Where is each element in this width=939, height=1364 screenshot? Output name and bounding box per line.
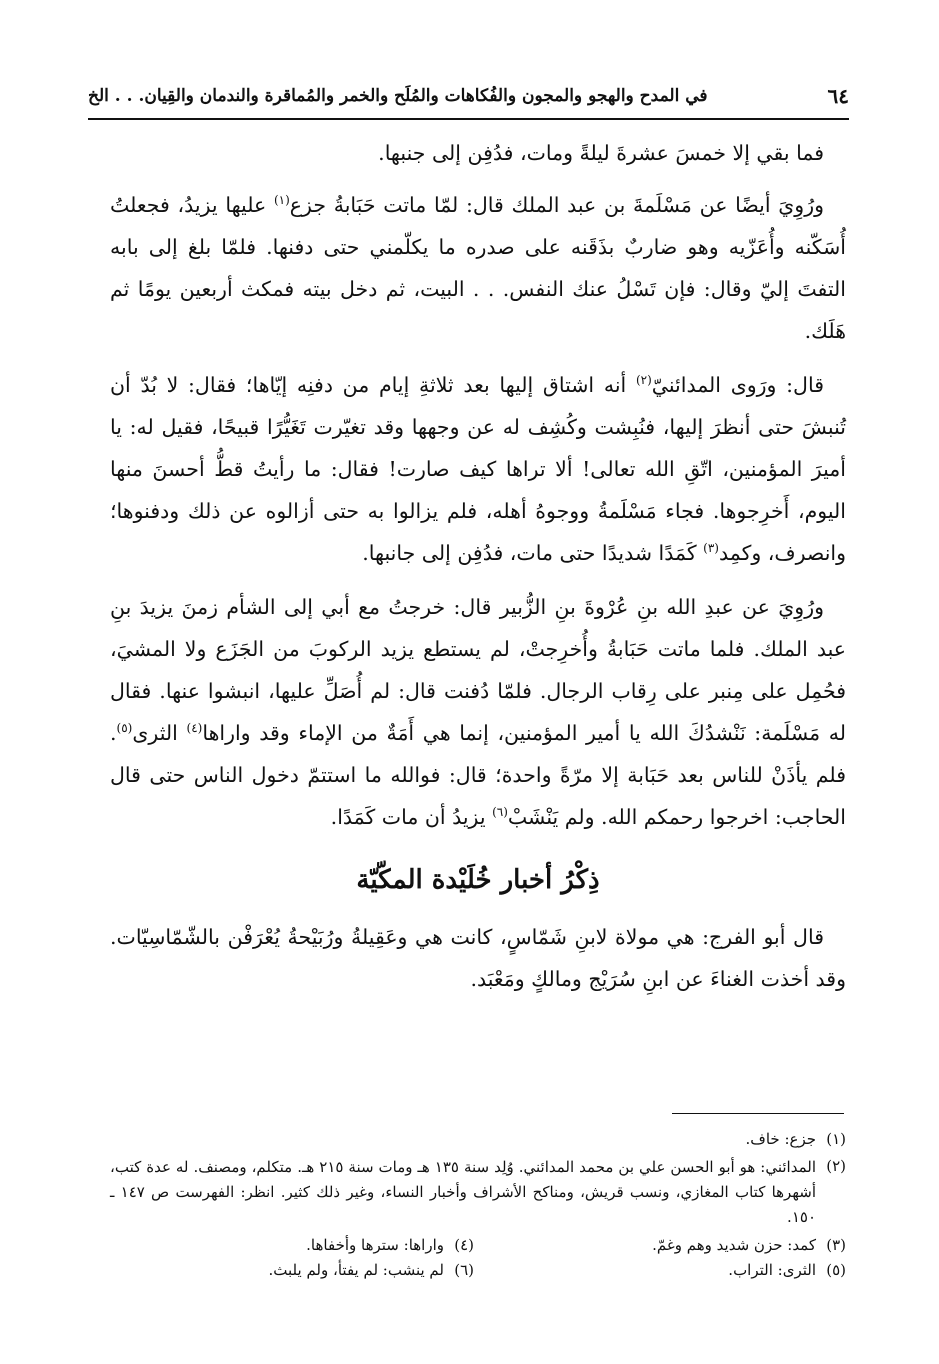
footnote-2: (٢) المدائني: هو أبو الحسن علي بن محمد المدائني. وُلِد سنة ١٣٥ هـ ومات سنة ٢١٥ هـ. متكلم، ومصنف. له عدة كتب، أشهرها كتاب المغازي، ونسب قريش، ومناكح الأشراف وأخبار النساء، وغير ذلك كثير. انظر: الفهرست ص ١٤٧ ـ ١٥٠. bbox=[110, 1157, 846, 1226]
footnote-1: (١)جزع: خاف. bbox=[745, 1130, 846, 1148]
paragraph-2: ورُوِيَ أيضًا عن مَسْلَمةَ بن عبد الملك قال: لمّا ماتت حَبَابةُ جزع$^{(١)}$ عليها يزيدُ، فجعلتُ أُسَكّنه وأُعَزّيه وهو ضاربٌ بذَقَنه على صدره ما يكلّمني حتى دفنها. فلمّا بلغ إلى بابه التفتَ إليّ وقال: فإن تَسْلُ عنك النفس. . . البيت، ثم دخل بيته فمكث أربعين يومًا ثم هَلَك. bbox=[110, 193, 846, 343]
footnote-ref-3[interactable]: (٣) bbox=[703, 541, 719, 556]
footnotes bbox=[110, 1128, 846, 1284]
paragraph-1: فما بقي إلا خمسَ عشرةَ ليلةً ومات، فدُفِن إلى جنبها. bbox=[378, 141, 824, 165]
footnote-row-3-4 bbox=[110, 1234, 846, 1259]
paragraph-3: قال: ورَوى المدائنيّ$^{(٢)}$ أنه اشتاق إليها بعد ثلاثةِ إيام من دفنِه إيّاها؛ فقال: لا بُدّ أن تُنبشَ حتى أنظرَ إليها، فنُبِشت وكُشِف له عن وجهها وقد تغيّرت تَغَيُّرًا قبيحًا، فقيل له: يا أميرَ المؤمنين، اتّقِ الله تعالى! ألا تراها كيف صارت! فقال: ما رأيتُ قطُّ أحسنَ منها اليوم، أَخرِجوها. فجاء مَسْلَمةُ ووجوهُ أهله، فلم يزالوا به حتى أزالوه عن ذلك ودفنوها؛ وانصرف، وكمِد$^{(٣)}$ كَمَدًا شديدًا حتى مات، فدُفِن إلى جانبها. bbox=[110, 373, 846, 565]
footnote-ref-5[interactable]: (٥) bbox=[116, 721, 133, 736]
running-header bbox=[88, 82, 849, 120]
footnote-ref-6[interactable]: (٦) bbox=[492, 805, 508, 820]
footnote-row-5-6 bbox=[110, 1259, 846, 1284]
paragraph-5: قال أبو الفرج: هي مولاة لابنِ شَمّاسٍ، كانت هي وعَقِيلةُ ورُبَيْحةُ يُعْرَفْن بالشّمّاسِيّات. وقد أخذت الغناءَ عن ابنِ سُرَيْج ومالكٍ ومَعْبَد. bbox=[110, 925, 846, 991]
footnote-ref-2[interactable]: (٢) bbox=[635, 373, 652, 388]
footnote-5: (٥)الثرى: التراب. bbox=[728, 1261, 846, 1279]
page-number: ٦٤ bbox=[827, 84, 849, 108]
footnote-4: (٤)واراها: سترها وأخفاها. bbox=[306, 1236, 474, 1254]
footnote-ref-1[interactable]: (١) bbox=[273, 193, 290, 208]
main-text bbox=[110, 132, 846, 1012]
footnote-6: (٦)لم ينشب: لم يفتأ، ولم يلبث. bbox=[268, 1261, 474, 1279]
running-title: في المدح والهجو والمجون والفُكاهات والمُلَح والخمر والمُماقرة والندمان والقِيان. . . الخ bbox=[88, 86, 708, 106]
footnote-3: (٣)كمد: حزن شديد وهم وغمّ. bbox=[652, 1236, 846, 1254]
section-title: ذِكْرُ أخبار خُلَيْدة المكّيّة bbox=[356, 865, 600, 895]
footnote-divider bbox=[672, 1113, 844, 1114]
paragraph-4: ورُوِيَ عن عبدِ الله بنِ عُرْوةَ بنِ الزُّبير قال: خرجتُ مع أبي إلى الشأم زمنَ يزيدَ بنِ عبد الملك. فلما ماتت حَبَابةُ وأُخرِجتْ، لم يستطع يزيد الركوبَ من الجَزَع ولا المشيَ، فحُمِل على مِنبر على رِقاب الرجال. فلمّا دُفنت قال: لم أُصَلِّ عليها، انبشوا عنها. فقال له مَسْلَمة: نَنْشدُكَ الله يا أمير المؤمنين، إنما هي أَمَةٌ من الإماء وقد واراها$^{(٤)}$ الثرى$^{(٥)}$. فلم يأذَنْ للناس بعد حَبَابة إلا مرّةً واحدة؛ قال: فوالله ما استتمّ دخول الناس حتى قال الحاجب: اخرجوا رحمكم الله. ولم يَنْشَبْ$^{(٦)}$ يزيدُ أن مات كَمَدًا. bbox=[110, 595, 846, 829]
footnote-ref-4[interactable]: (٤) bbox=[186, 721, 203, 736]
